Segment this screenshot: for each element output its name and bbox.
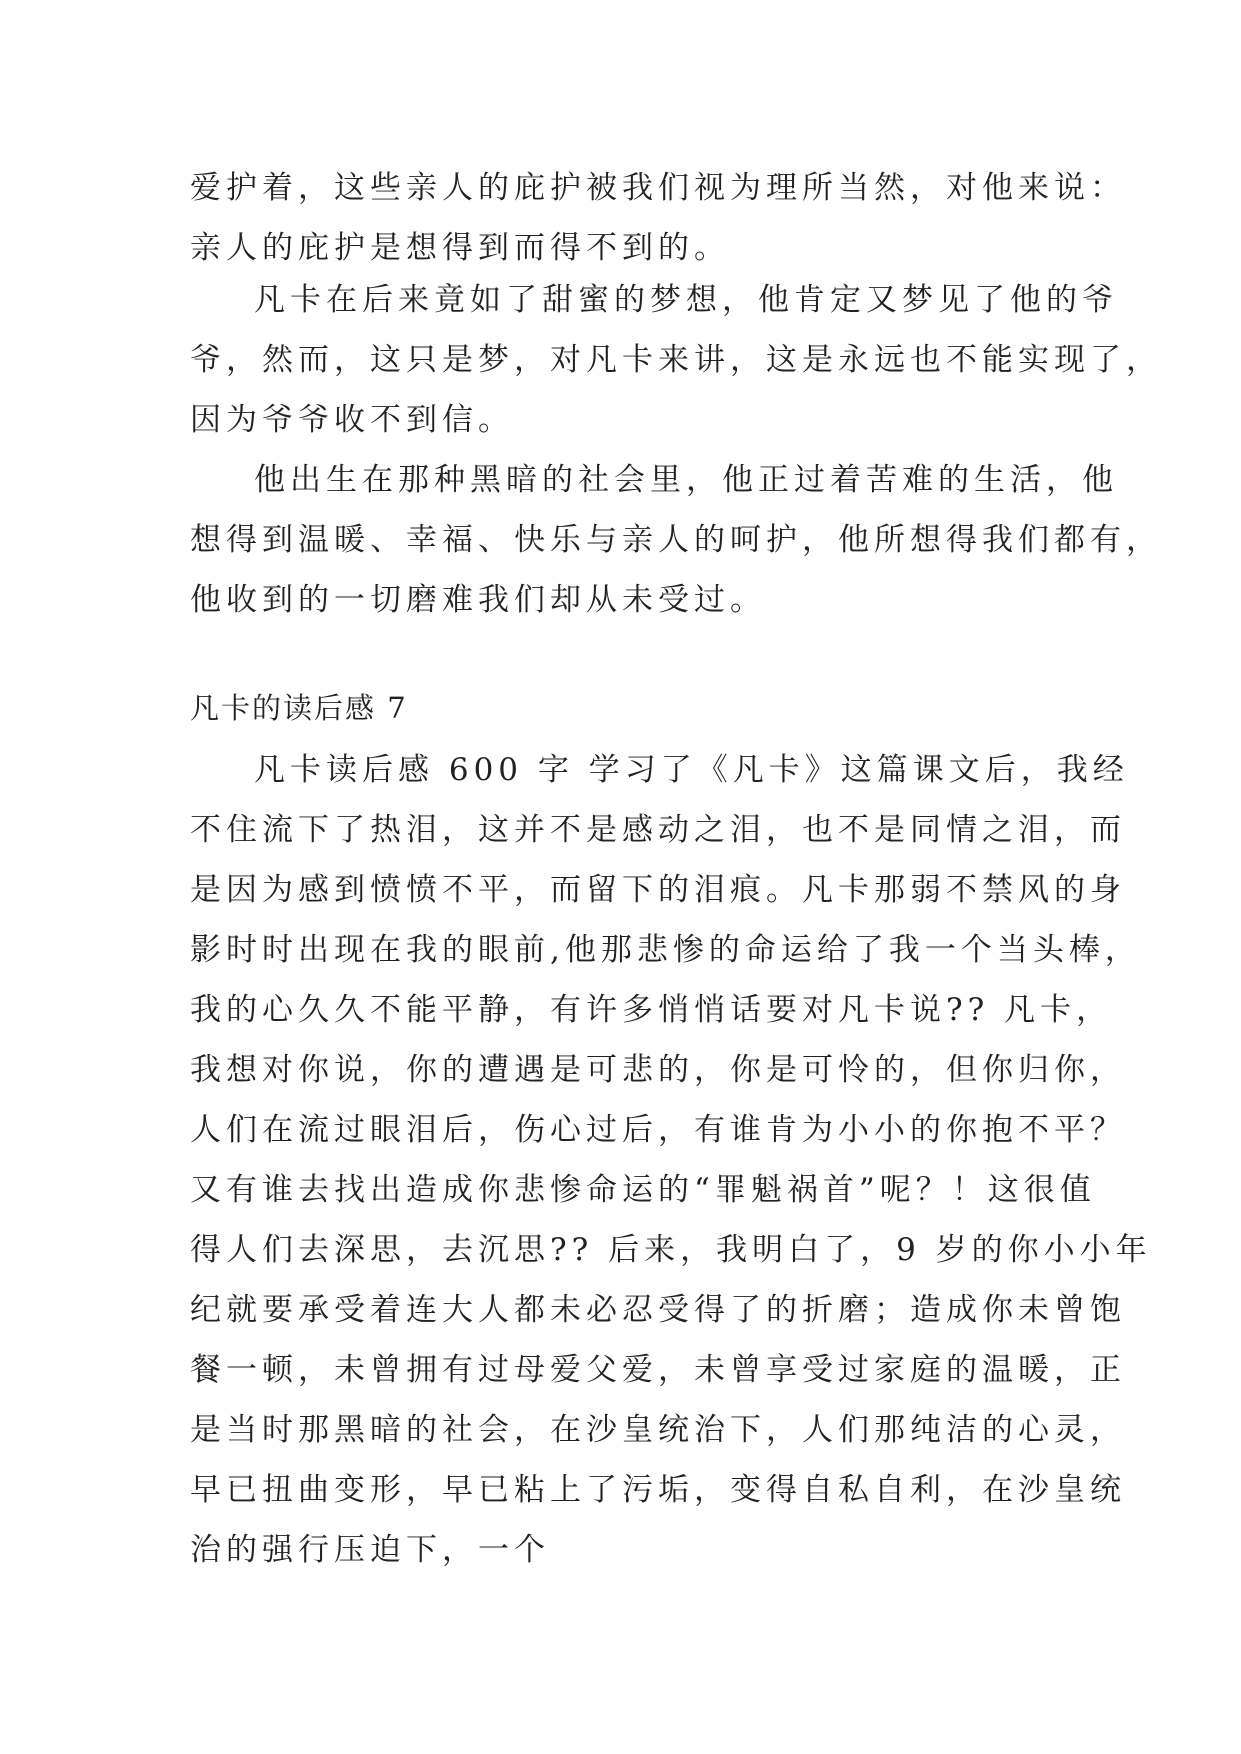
paragraph-line: 餐一顿，未曾拥有过母爱父爱，未曾享受过家庭的温暖，正 [190, 1352, 1126, 1388]
paragraph-line: 又有谁去找出造成你悲惨命运的“罪魁祸首”呢？！这很值 [190, 1172, 1096, 1208]
paragraph-line: 因为爷爷收不到信。 [190, 402, 514, 438]
paragraph-line: 凡卡在后来竟如了甜蜜的梦想，他肯定又梦见了他的爷 [254, 282, 1118, 318]
paragraph-4 [190, 740, 1152, 1580]
paragraph-line: 我的心久久不能平静，有许多悄悄话要对凡卡说?? 凡卡， [190, 992, 1113, 1028]
paragraph-line: 我想对你说，你的遭遇是可悲的，你是可怜的，但你归你， [190, 1052, 1126, 1088]
paragraph-line: 亲人的庇护是想得到而得不到的。 [190, 230, 730, 266]
paragraph-line: 纪就要承受着连大人都未必忍受得了的折磨；造成你未曾饱 [190, 1292, 1126, 1328]
section-title: 凡卡的读后感 7 [190, 691, 408, 725]
paragraph-line: 凡卡读后感 600 字 学习了《凡卡》这篇课文后，我经 [254, 752, 1129, 788]
paragraph-line: 早已扭曲变形，早已粘上了污垢，变得自私自利，在沙皇统 [190, 1472, 1126, 1508]
paragraph-line: 影时时出现在我的眼前,他那悲惨的命运给了我一个当头棒， [190, 932, 1141, 968]
paragraph-line: 爱护着，这些亲人的庇护被我们视为理所当然，对他来说： [190, 170, 1126, 206]
paragraph-line: 治的强行压迫下，一个 [190, 1532, 550, 1568]
paragraph-3 [190, 450, 1162, 630]
paragraph-line: 人们在流过眼泪后，伤心过后，有谁肯为小小的你抱不平？ [190, 1112, 1126, 1148]
paragraph-line: 想得到温暖、幸福、快乐与亲人的呵护，他所想得我们都有， [190, 522, 1162, 558]
paragraph-2 [190, 270, 1162, 450]
paragraph-line: 他收到的一切磨难我们却从未受过。 [190, 582, 766, 618]
paragraph-line: 爷，然而，这只是梦，对凡卡来讲，这是永远也不能实现了， [190, 342, 1162, 378]
paragraph-line: 不住流下了热泪，这并不是感动之泪，也不是同情之泪，而 [190, 812, 1126, 848]
paragraph-line: 他出生在那种黑暗的社会里，他正过着苦难的生活，他 [254, 462, 1118, 498]
paragraph-line: 是当时那黑暗的社会，在沙皇统治下，人们那纯洁的心灵， [190, 1412, 1126, 1448]
paragraph-line: 是因为感到愤愤不平，而留下的泪痕。凡卡那弱不禁风的身 [190, 872, 1126, 908]
paragraph-1 [190, 158, 1126, 278]
paragraph-line: 得人们去深思，去沉思?? 后来，我明白了，9 岁的你小小年 [190, 1232, 1152, 1268]
